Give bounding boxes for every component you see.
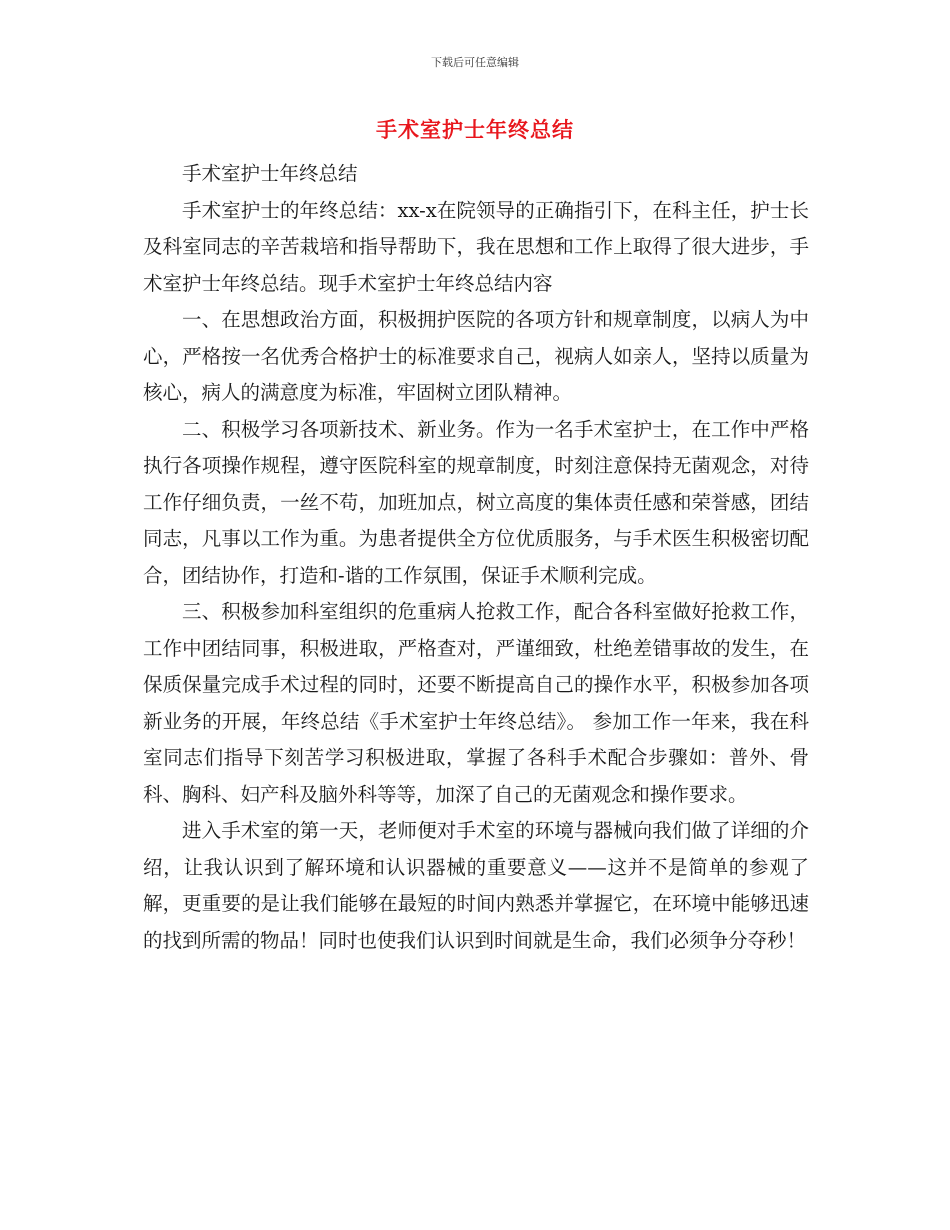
header-note: 下载后可任意编辑: [431, 56, 519, 69]
paragraph-intro: 手术室护士的年终总结：xx-x在院领导的正确指引下，在科主任，护士长及科室同志的辛苦栽培和指导帮助下，我在思想和工作上取得了很大进步，手术室护士年终总结。现手术室护士年终总结内容: [143, 198, 809, 295]
paragraph-section-1: 一、在思想政治方面，积极拥护医院的各项方针和规章制度，以病人为中心，严格按一名优秀合格护士的标准要求自己，视病人如亲人，坚持以质量为核心，病人的满意度为标准，牢固树立团队精神。: [143, 308, 809, 404]
document-body: [143, 156, 809, 959]
paragraph-subtitle: 手术室护士年终总结: [182, 162, 358, 185]
document-title: 手术室护士年终总结: [376, 118, 574, 142]
paragraph-section-2: 二、积极学习各项新技术、新业务。作为一名手术室护士，在工作中严格执行各项操作规程，遵守医院科室的规章制度，时刻注意保持无菌观念，对待工作仔细负责，一丝不苟，加班加点，树立高度的集体责任感和荣誉感，团结同志，凡事以工作为重。为患者提供全方位优质服务，与手术医生积极密切配合，团结协作，打造和-谐的工作氛围，保证手术顺利完成。: [143, 417, 809, 587]
paragraph-section-3: 三、积极参加科室组织的危重病人抢救工作，配合各科室做好抢救工作，工作中团结同事，积极进取，严格查对，严谨细致，杜绝差错事故的发生，在保质保量完成手术过程的同时，还要不断提高自己的操作水平，积极参加各项新业务的开展，年终总结《手术室护士年终总结》。 参加工作一年来，我在科室同志们指导下刻苦学习积极进取，掌握了各科手术配合步骤如：普外、骨科、胸科、妇产科及脑外科等等，加深了自己的无菌观念和操作要求。: [143, 600, 809, 806]
paragraph-first-day: 进入手术室的第一天，老师便对手术室的环境与器械向我们做了详细的介绍，让我认识到了解环境和认识器械的重要意义——这并不是简单的参观了解，更重要的是让我们能够在最短的时间内熟悉并掌握它，在环境中能够迅速的找到所需的物品！同时也使我们认识到时间就是生命，我们必须争分夺秒！: [143, 819, 809, 952]
